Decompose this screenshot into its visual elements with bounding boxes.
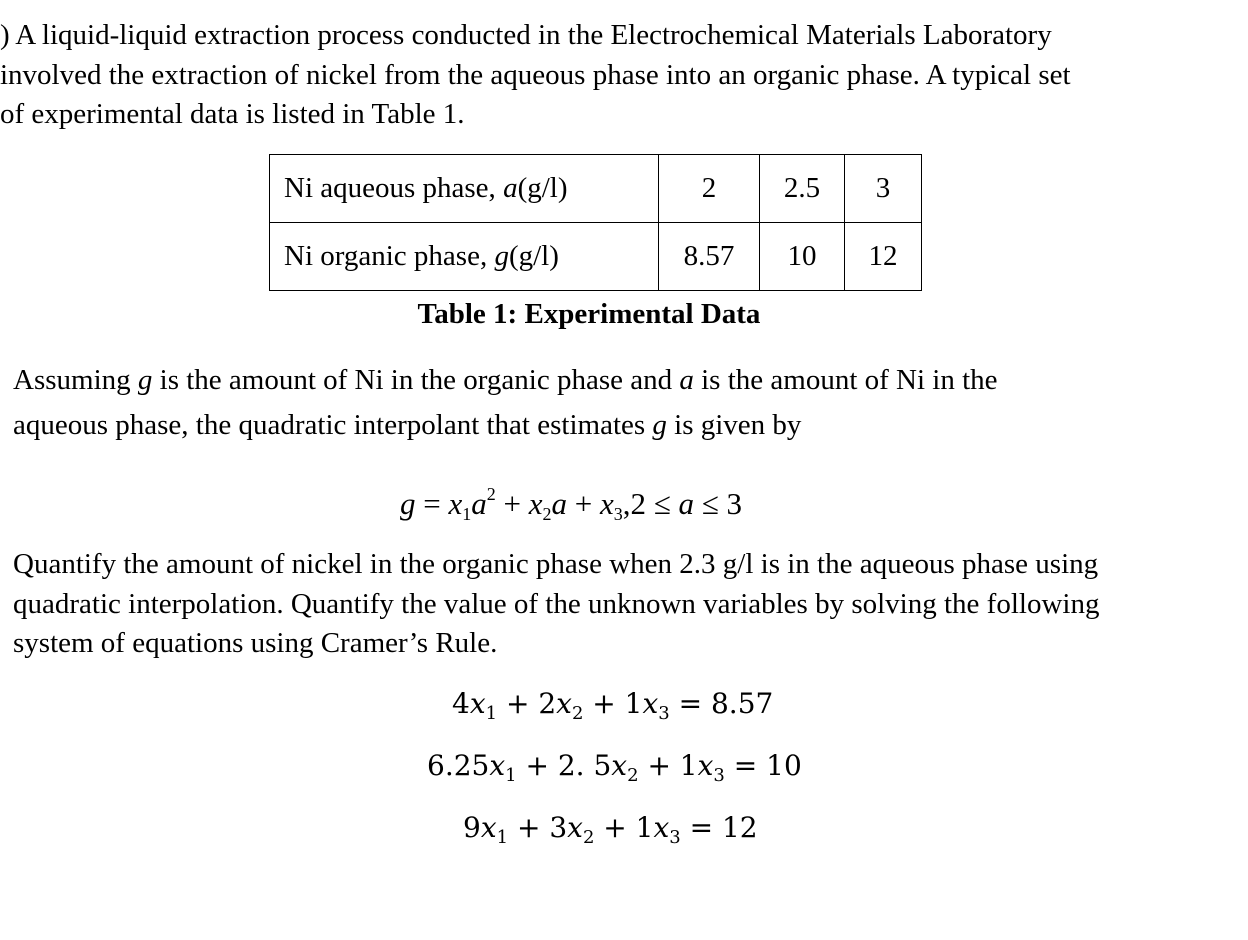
experimental-data-table bbox=[269, 154, 922, 291]
table-row-organic bbox=[270, 223, 922, 291]
intro-line-2: involved the extraction of nickel from the aqueous phase into an organic phase. A typical set bbox=[0, 58, 1071, 91]
equation-1: $4x_1 + 2x_2 + 1x_3 = 8.57$ bbox=[452, 687, 774, 724]
row-label-organic: Ni organic phase, g(g/l) bbox=[270, 223, 659, 291]
equation-3: $9x_1 + 3x_2 + 1x_3 = 12$ bbox=[463, 811, 758, 848]
table-cell: 8.57 bbox=[659, 223, 760, 291]
question-line-2: quadratic interpolation. Quantify the value of the unknown variables by solving the following bbox=[13, 587, 1100, 620]
interpolant-formula: $g = x_1a^2 + x_2a + x_3,2 \le a \le 3$ bbox=[400, 484, 743, 524]
table-caption: Table 1: Experimental Data bbox=[417, 298, 761, 330]
table-cell: 3 bbox=[845, 155, 922, 223]
table-cell: 2.5 bbox=[760, 155, 845, 223]
assumption-paragraph bbox=[13, 358, 1243, 448]
assumption-line-1: Assuming g is the amount of Ni in the organic phase and a is the amount of Ni in the bbox=[13, 364, 998, 396]
table-row-aqueous bbox=[270, 155, 922, 223]
table-cell: 2 bbox=[659, 155, 760, 223]
question-paragraph bbox=[13, 545, 1243, 664]
question-line-3: system of equations using Cramer’s Rule. bbox=[13, 627, 498, 659]
row-label-aqueous: Ni aqueous phase, a(g/l) bbox=[270, 155, 659, 223]
intro-line-1: ) A liquid-liquid extraction process conducted in the Electrochemical Materials Laboratory bbox=[0, 19, 1052, 51]
table-cell: 10 bbox=[760, 223, 845, 291]
question-line-1: Quantify the amount of nickel in the organic phase when 2.3 g/l is in the aqueous phase using bbox=[13, 548, 1099, 580]
assumption-line-2: aqueous phase, the quadratic interpolant that estimates g is given by bbox=[13, 409, 802, 441]
table-cell: 12 bbox=[845, 223, 922, 291]
problem-intro bbox=[0, 16, 1240, 135]
intro-line-3: of experimental data is listed in Table 1. bbox=[0, 98, 465, 130]
equation-2: $6.25x_1 + 2$. $5x_2 + 1x_3 = 10$ bbox=[427, 749, 802, 786]
